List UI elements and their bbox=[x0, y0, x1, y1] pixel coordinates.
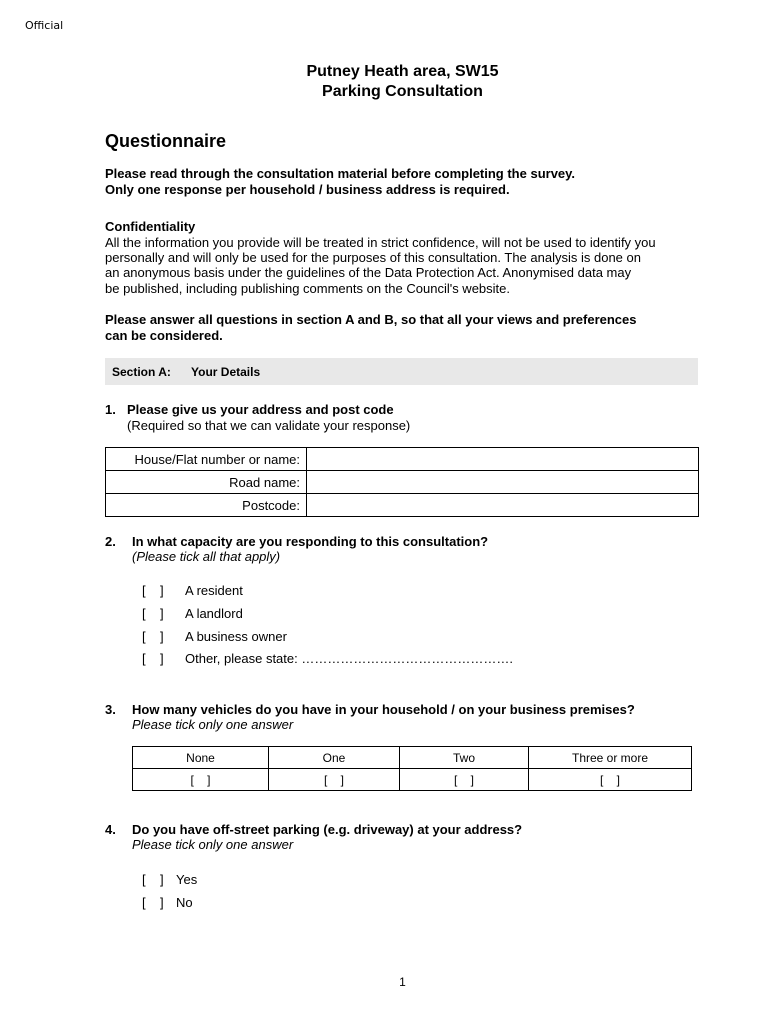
q2-number: 2. bbox=[105, 534, 116, 549]
q2-text: In what capacity are you responding to this consultation? bbox=[132, 534, 489, 549]
vehicles-checkbox-row bbox=[133, 769, 692, 791]
intro-line2: Only one response per household / business address is required. bbox=[105, 182, 510, 197]
page-title-line1: Putney Heath area, SW15 bbox=[306, 63, 499, 80]
q3-text: How many vehicles do you have in your household / on your business premises? bbox=[132, 702, 635, 717]
q4-option-yes: Yes bbox=[176, 872, 198, 887]
address-row-road bbox=[106, 471, 699, 494]
intro-line1: Please read through the consultation material before completing the survey. bbox=[105, 166, 576, 181]
address-row-postcode bbox=[106, 494, 699, 517]
q3-number: 3. bbox=[105, 702, 116, 717]
address-table bbox=[105, 447, 699, 517]
questionnaire-heading: Questionnaire bbox=[105, 131, 227, 151]
instruction-line1: Please answer all questions in section A and B, so that all your views and preferences bbox=[105, 312, 637, 327]
q2-checkbox-other[interactable]: [ ] bbox=[142, 651, 164, 666]
vehicles-col-none: None bbox=[133, 747, 269, 769]
confidentiality-line2: personally and will only be used for the purposes of this consultation. The analysis is done on bbox=[105, 250, 641, 265]
q2-checkbox-business[interactable]: [ ] bbox=[142, 629, 164, 644]
vehicles-checkbox-three-or-more[interactable]: [ ] bbox=[529, 769, 692, 791]
road-input[interactable] bbox=[307, 471, 699, 494]
q1-text: Please give us your address and post code bbox=[127, 402, 394, 417]
vehicles-col-one: One bbox=[269, 747, 400, 769]
vehicles-checkbox-none[interactable]: [ ] bbox=[133, 769, 269, 791]
q2-option-other[interactable]: Other, please state: …………………………………………. bbox=[185, 651, 513, 666]
q4-text: Do you have off-street parking (e.g. driveway) at your address? bbox=[132, 822, 523, 837]
confidentiality-line1: All the information you provide will be treated in strict confidence, will not be used to identify you bbox=[105, 235, 656, 250]
q3-sub: Please tick only one answer bbox=[132, 717, 294, 732]
section-a-bar bbox=[105, 358, 698, 385]
vehicles-checkbox-two[interactable]: [ ] bbox=[400, 769, 529, 791]
q4-checkbox-no[interactable]: [ ] bbox=[142, 895, 164, 910]
q4-checkbox-yes[interactable]: [ ] bbox=[142, 872, 164, 887]
q2-sub: (Please tick all that apply) bbox=[132, 549, 281, 564]
q2-option-landlord: A landlord bbox=[185, 606, 243, 621]
page-title-line2: Parking Consultation bbox=[322, 83, 483, 100]
vehicles-col-three-or-more: Three or more bbox=[529, 747, 692, 769]
section-a-label: Section A: bbox=[112, 365, 171, 379]
vehicles-checkbox-one[interactable]: [ ] bbox=[269, 769, 400, 791]
q4-sub: Please tick only one answer bbox=[132, 837, 294, 852]
confidentiality-heading: Confidentiality bbox=[105, 219, 196, 234]
postcode-input[interactable] bbox=[307, 494, 699, 517]
page-number: 1 bbox=[399, 975, 406, 989]
house-input[interactable] bbox=[307, 448, 699, 471]
postcode-label: Postcode: bbox=[106, 494, 307, 517]
road-label: Road name: bbox=[106, 471, 307, 494]
address-row-house bbox=[106, 448, 699, 471]
instruction-line2: can be considered. bbox=[105, 328, 223, 343]
q4-option-no: No bbox=[176, 895, 193, 910]
confidentiality-line4: be published, including publishing comments on the Council's website. bbox=[105, 281, 510, 296]
q2-option-business: A business owner bbox=[185, 629, 287, 644]
section-a-title: Your Details bbox=[191, 365, 261, 379]
q2-checkbox-landlord[interactable]: [ ] bbox=[142, 606, 164, 621]
q4-number: 4. bbox=[105, 822, 116, 837]
vehicles-header-row bbox=[133, 747, 692, 769]
q2-checkbox-resident[interactable]: [ ] bbox=[142, 583, 164, 598]
vehicles-table bbox=[132, 746, 692, 791]
q2-option-resident: A resident bbox=[185, 583, 243, 598]
house-label: House/Flat number or name: bbox=[106, 448, 307, 471]
classification-label: Official bbox=[25, 19, 64, 32]
confidentiality-line3: an anonymous basis under the guidelines of the Data Protection Act. Anonymised data may bbox=[105, 265, 632, 280]
vehicles-col-two: Two bbox=[400, 747, 529, 769]
q1-number: 1. bbox=[105, 402, 116, 417]
q1-sub: (Required so that we can validate your response) bbox=[127, 418, 411, 433]
